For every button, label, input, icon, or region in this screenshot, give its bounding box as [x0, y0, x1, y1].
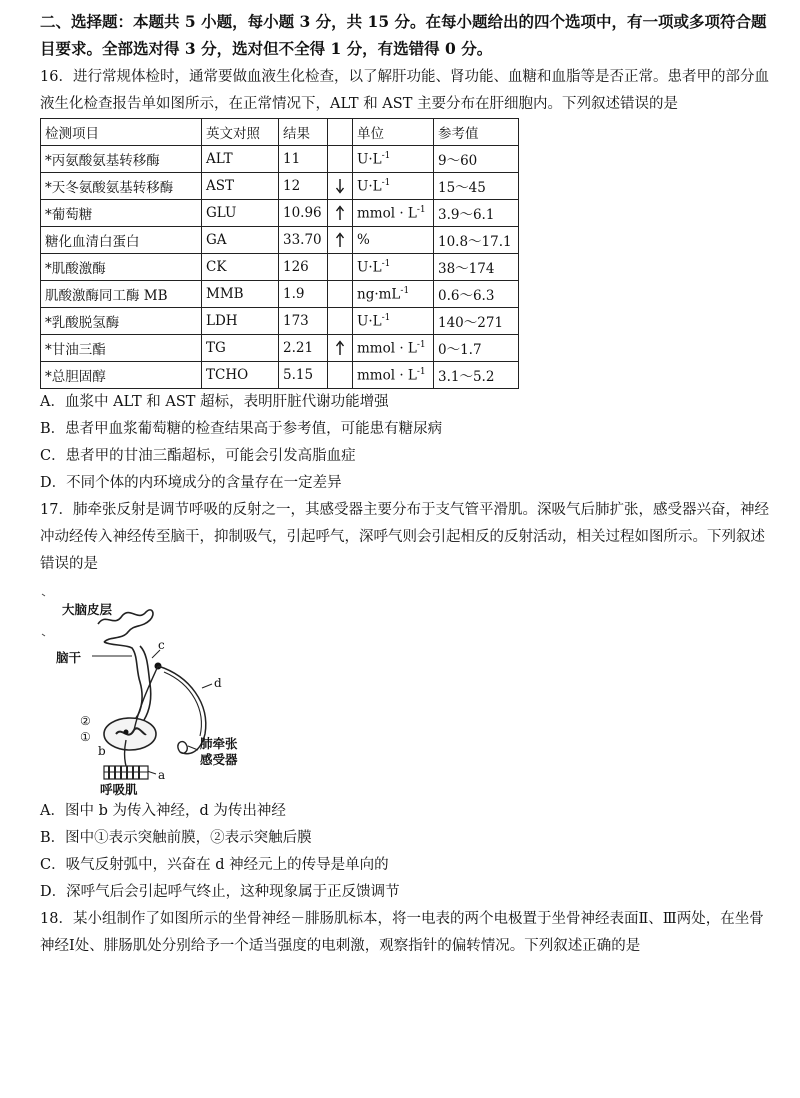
unit-exponent: -1 [416, 339, 426, 350]
arrow-up-icon [334, 340, 346, 356]
cell-result: 11 [279, 146, 328, 173]
cell-result: 5.15 [279, 362, 328, 389]
label-brainstem: 脑干 [56, 650, 82, 665]
unit-exponent: -1 [381, 177, 391, 188]
q17-stem: 17．肺牵张反射是调节呼吸的反射之一，其感受器主要分布于支气管平滑肌。深吸气后肺扩张，感受器兴奋，神经冲动经传入神经传至脑干，抑制吸气，引起呼气，深呼气则会引起相反的反射活动，相关过程如图所示。下列叙述错误的是 [40, 502, 769, 572]
q18-stem: 18．某小组制作了如图所示的坐骨神经－腓肠肌标本，将一电表的两个电极置于坐骨神经表面Ⅱ、Ⅲ两处，在坐骨神经Ⅰ处、腓肠肌处分别给予一个适当强度的电刺激，观察指针的偏转情况。下列叙述正确的是 [40, 911, 764, 954]
unit-base: mmol · L [357, 205, 417, 222]
header-ref: 参考值 [434, 119, 519, 146]
cell-item: 肌酸激酶同工酶 MB [41, 281, 202, 308]
cell-result: 12 [279, 173, 328, 200]
unit-base: mmol · L [357, 367, 417, 384]
header-unit: 单位 [353, 119, 434, 146]
unit-exponent: -1 [416, 366, 426, 377]
cell-unit [353, 308, 434, 335]
q17-option-c: C．吸气反射弧中，兴奋在 d 神经元上的传导是单向的 [40, 857, 389, 873]
cell-unit [353, 173, 434, 200]
cell-result: 173 [279, 308, 328, 335]
unit-base: U·L [357, 313, 382, 330]
cell-flag [328, 254, 353, 281]
table-header-row [41, 119, 519, 146]
q16-option-d: D．不同个体的内环境成分的含量存在一定差异 [40, 475, 342, 491]
cell-flag [328, 335, 353, 362]
cell-ref: 15～45 [434, 173, 519, 200]
q16-option-c: C．患者甲的甘油三酯超标，可能会引发高脂血症 [40, 448, 356, 464]
table-row [41, 173, 519, 200]
header-item: 检测项目 [41, 119, 202, 146]
label-mark-2: ② [80, 714, 91, 728]
cell-item: *乳酸脱氢酶 [41, 308, 202, 335]
nerve-d [158, 666, 206, 754]
cell-flag [328, 200, 353, 227]
q16-stem: 16．进行常规体检时，通常要做血液生化检查，以了解肝功能、肾功能、血糖和血脂等是否正常。患者甲的部分血液生化检查报告单如图所示，在正常情况下，ALT 和 AST 主要分布在肝细胞内。下列叙述错误的是 [40, 69, 769, 112]
brainstem-outline [104, 642, 142, 718]
q16-option-a: A．血浆中 ALT 和 AST 超标，表明肝脏代谢功能增强 [40, 394, 389, 410]
cell-item: *肌酸激酶 [41, 254, 202, 281]
q17-options [40, 798, 775, 906]
cell-unit [353, 362, 434, 389]
unit-base: mmol · L [357, 340, 417, 357]
cell-result: 10.96 [279, 200, 328, 227]
unit-base: U·L [357, 151, 382, 168]
unit-exponent: -1 [416, 204, 426, 215]
lab-report-table [40, 118, 519, 389]
cell-unit [353, 146, 434, 173]
cell-unit [353, 254, 434, 281]
table-row [41, 362, 519, 389]
cell-abbr: MMB [202, 281, 279, 308]
cell-flag [328, 173, 353, 200]
cell-item: *丙氨酸氨基转移酶 [41, 146, 202, 173]
cell-item: *葡萄糖 [41, 200, 202, 227]
label-d-leader [202, 684, 212, 688]
cell-flag [328, 227, 353, 254]
cell-result: 126 [279, 254, 328, 281]
nerve-b [125, 740, 127, 766]
brainstem-inner [140, 646, 151, 720]
cell-result: 33.70 [279, 227, 328, 254]
cell-ref: 140～271 [434, 308, 519, 335]
label-d: d [214, 676, 222, 690]
table-row [41, 335, 519, 362]
arrow-up-icon [334, 205, 346, 221]
cell-item: *天冬氨酸氨基转移酶 [41, 173, 202, 200]
reflex-arc-figure [40, 584, 280, 797]
cell-unit [353, 227, 434, 254]
q17-option-a: A．图中 b 为传入神经，d 为传出神经 [40, 803, 286, 819]
cell-ref: 3.9～6.1 [434, 200, 519, 227]
cell-result: 2.21 [279, 335, 328, 362]
q16-options [40, 389, 775, 497]
cell-abbr: AST [202, 173, 279, 200]
label-mark-1: ① [80, 730, 91, 744]
cell-abbr: ALT [202, 146, 279, 173]
cell-ref: 0～1.7 [434, 335, 519, 362]
table-row [41, 227, 519, 254]
section-heading: 二、选择题：本题共 5 小题，每小题 3 分，共 15 分。在每小题给出的四个选项中，有一项或多项符合题目要求。全部选对得 3 分，选对但不全得 1 分，有选错得 0 分。 [40, 12, 767, 58]
arrow-up-icon [334, 232, 346, 248]
muscle-block [104, 766, 148, 779]
table-row [41, 200, 519, 227]
label-receptor-1: 肺牵张 [200, 736, 238, 751]
cell-unit [353, 335, 434, 362]
cell-abbr: TCHO [202, 362, 279, 389]
unit-exponent: -1 [381, 258, 391, 269]
q17-option-d: D．深呼气后会引起呼气终止，这种现象属于正反馈调节 [40, 884, 400, 900]
cell-ref: 3.1～5.2 [434, 362, 519, 389]
synapse-dot [124, 730, 129, 735]
label-receptor-2: 感受器 [200, 752, 238, 767]
table-body [41, 146, 519, 389]
unit-base: ng·mL [357, 286, 401, 303]
cell-abbr: GA [202, 227, 279, 254]
cell-item: *总胆固醇 [41, 362, 202, 389]
cell-ref: 10.8～17.1 [434, 227, 519, 254]
header-abbr: 英文对照 [202, 119, 279, 146]
q16-option-b: B．患者甲血浆葡萄糖的检查结果高于参考值，可能患有糖尿病 [40, 421, 443, 437]
label-a: a [158, 768, 166, 782]
cell-ref: 38～174 [434, 254, 519, 281]
nerve-d-inner [164, 672, 201, 736]
q17-option-b: B．图中①表示突触前膜，②表示突触后膜 [40, 830, 312, 846]
unit-exponent: -1 [381, 312, 391, 323]
exam-page [40, 8, 775, 960]
header-result: 结果 [279, 119, 328, 146]
cell-abbr: CK [202, 254, 279, 281]
cell-flag [328, 308, 353, 335]
edge-mark [42, 594, 45, 636]
table-row [41, 146, 519, 173]
label-c: c [158, 638, 165, 652]
cell-flag [328, 281, 353, 308]
receptor-leader [188, 746, 198, 750]
unit-base: % [357, 232, 370, 248]
arrow-down-icon [334, 178, 346, 194]
unit-exponent: -1 [381, 150, 391, 161]
receptor-coil [178, 742, 187, 754]
cell-abbr: GLU [202, 200, 279, 227]
cell-item: 糖化血清白蛋白 [41, 227, 202, 254]
cell-flag [328, 362, 353, 389]
label-cortex: 大脑皮层 [62, 602, 113, 617]
cell-flag [328, 146, 353, 173]
cell-ref: 9～60 [434, 146, 519, 173]
cell-item: *甘油三酯 [41, 335, 202, 362]
table-row [41, 254, 519, 281]
cell-abbr: LDH [202, 308, 279, 335]
unit-base: U·L [357, 259, 382, 276]
cell-result: 1.9 [279, 281, 328, 308]
unit-base: U·L [357, 178, 382, 195]
cell-unit [353, 200, 434, 227]
table-row [41, 281, 519, 308]
cell-unit [353, 281, 434, 308]
header-flag [328, 119, 353, 146]
table-row [41, 308, 519, 335]
label-b: b [98, 744, 106, 758]
unit-exponent: -1 [400, 285, 410, 296]
cell-abbr: TG [202, 335, 279, 362]
cell-ref: 0.6～6.3 [434, 281, 519, 308]
label-muscle: 呼吸肌 [100, 782, 138, 797]
